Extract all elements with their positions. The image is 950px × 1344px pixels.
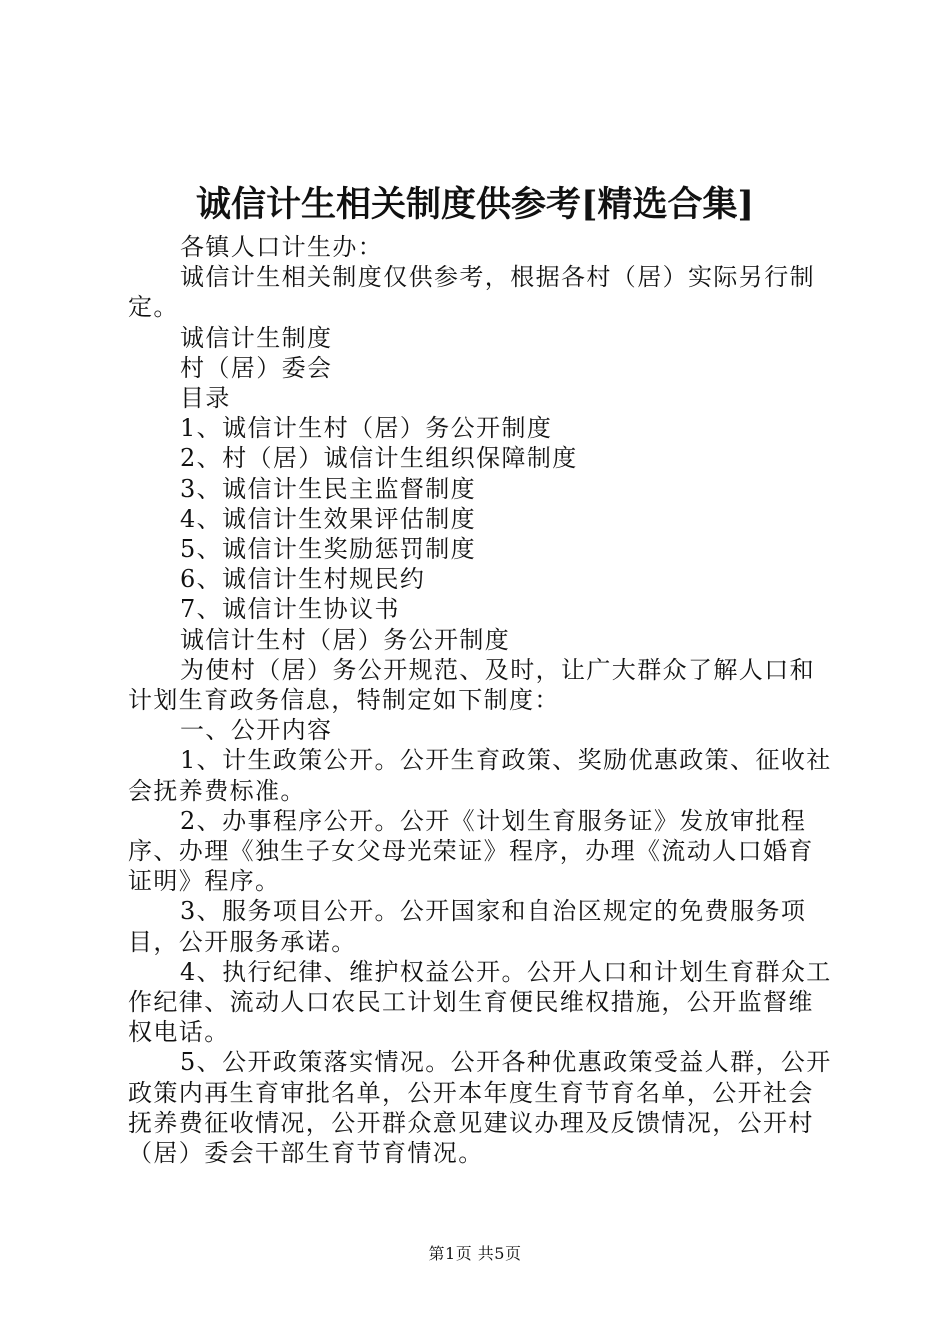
paragraph-salutation: 各镇人口计生办： [180,233,384,261]
toc-item: 6、诚信计生村规民约 [180,565,426,594]
paragraph-intro: 诚信计生相关制度仅供参考，根据各村（居）实际另行制定。 [128,263,815,322]
document-body [128,232,838,1168]
toc-item: 2、村（居）诚信计生组织保障制度 [180,444,578,473]
paragraph-item: 2、办事程序公开。公开《计划生育服务证》发放审批程序、办理《独生子女父母光荣证》程序，办理《流动人口婚育证明》程序。 [128,806,814,896]
page-indicator: 第1页 共5页 [428,1244,522,1263]
toc-item: 4、诚信计生效果评估制度 [180,504,477,533]
toc-item: 5、诚信计生奖励惩罚制度 [180,535,477,564]
toc-heading: 目录 [180,384,231,413]
subsection-heading: 一、公开内容 [180,716,333,745]
paragraph-item: 4、执行纪律、维护权益公开。公开人口和计划生育群众工作纪律、流动人口农民工计划生育便民维权措施，公开监督维权电话。 [128,957,832,1047]
paragraph-heading: 诚信计生制度 [180,323,333,352]
paragraph-purpose: 为使村（居）务公开规范、及时，让广大群众了解人口和计划生育政务信息，特制定如下制度： [128,655,815,715]
paragraph-item: 1、计生政策公开。公开生育政策、奖励优惠政策、征收社会抚养费标准。 [128,746,832,805]
section-heading: 诚信计生村（居）务公开制度 [180,625,511,654]
toc-item: 3、诚信计生民主监督制度 [180,474,477,503]
paragraph-item: 3、服务项目公开。公开国家和自治区规定的免费服务项目，公开服务承诺。 [128,897,807,956]
toc-item: 1、诚信计生村（居）务公开制度 [180,414,553,443]
paragraph-item: 5、公开政策落实情况。公开各种优惠政策受益人群，公开政策内再生育审批名单，公开本年度生育节育名单，公开社会抚养费征收情况，公开群众意见建议办理及反馈情况，公开村（居）委会干部生育节育情况。 [128,1048,832,1168]
paragraph-committee: 村（居）委会 [180,353,333,382]
toc-item: 7、诚信计生协议书 [180,595,400,624]
document-title: 诚信计生相关制度供参考[精选合集] [195,184,755,225]
